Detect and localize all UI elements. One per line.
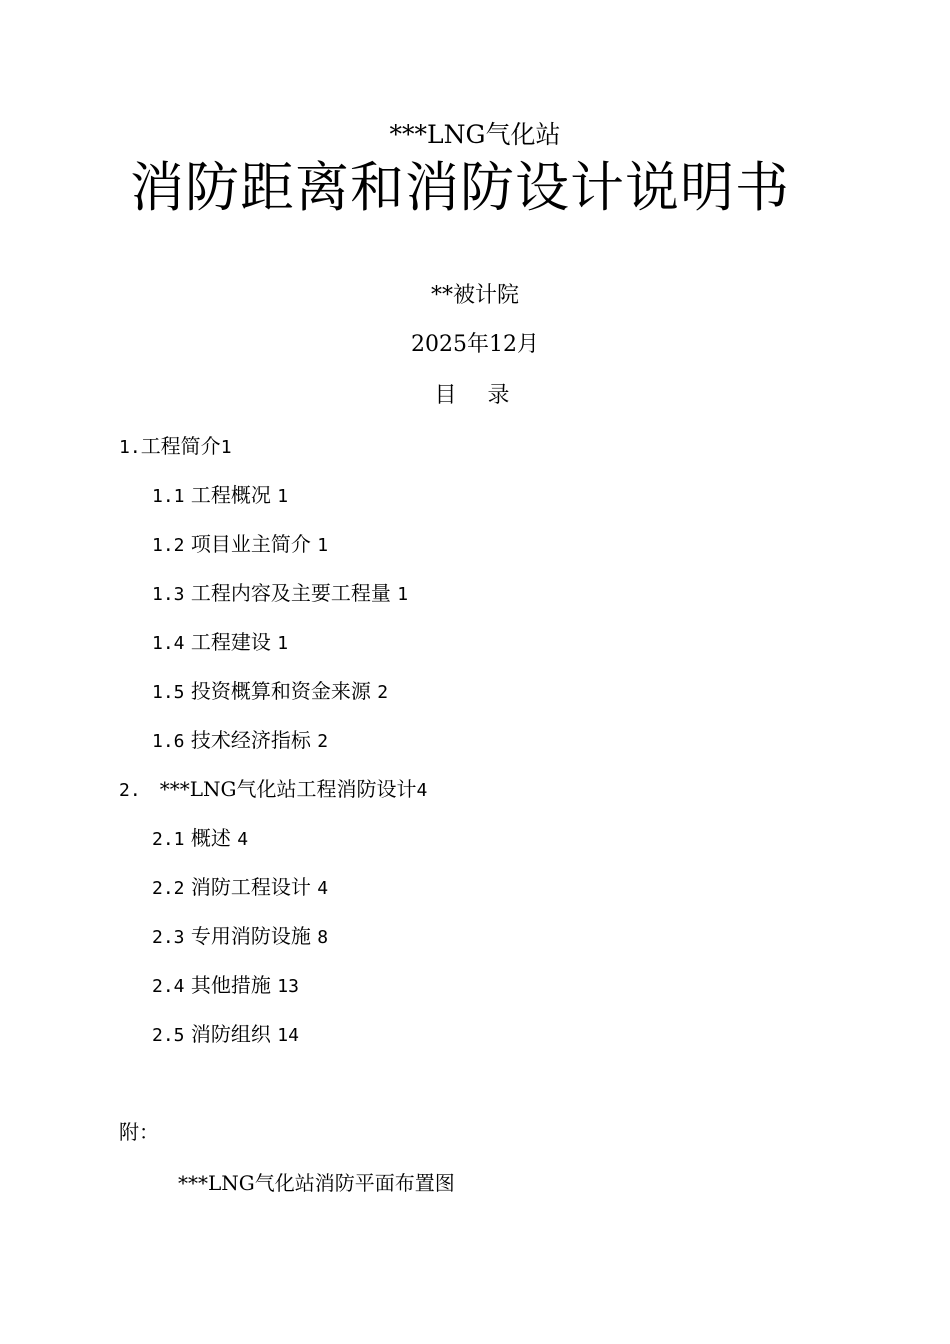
toc-entry-text: 技术经济指标	[190, 728, 311, 752]
toc-entry	[152, 628, 288, 658]
toc-entry-page: 2	[377, 682, 389, 703]
toc-entry-page: 4	[237, 829, 249, 850]
toc-entry	[152, 530, 328, 560]
toc-entry-text: 专用消防设施	[190, 924, 311, 948]
toc-entry-page: 1	[277, 633, 289, 654]
toc-entry-text: 其他措施	[190, 973, 271, 997]
toc-entry	[152, 481, 288, 511]
toc-entry-text: 概述	[190, 826, 231, 850]
toc-entry-page: 1	[220, 437, 232, 458]
toc-entry	[152, 873, 328, 903]
toc-heading: 目 录	[434, 383, 522, 408]
document-subtitle: ***LNG气化站	[389, 120, 561, 149]
toc-entry-number: 2.2	[152, 878, 185, 899]
toc-entry-page: 8	[317, 927, 329, 948]
toc-entry-text: 投资概算和资金来源	[190, 679, 371, 703]
toc-entry-text: 项目业主简介	[190, 532, 311, 556]
toc-entry-number: 1.2	[152, 535, 185, 556]
toc-entry-number: 1.6	[152, 731, 185, 752]
attachment-item: ***LNG气化站消防平面布置图	[178, 1171, 455, 1195]
toc-entry	[152, 579, 408, 609]
toc-entry-page: 2	[317, 731, 329, 752]
document-title: 消防距离和消防设计说明书	[130, 156, 790, 219]
document-date: 2025年12月	[411, 332, 539, 357]
toc-entry-page: 14	[277, 1025, 299, 1046]
toc-entry-number: 2.1	[152, 829, 185, 850]
toc-entry-number: 2.3	[152, 927, 185, 948]
toc-entry	[152, 922, 328, 952]
toc-entry-page: 4	[317, 878, 329, 899]
toc-entry-page: 1	[317, 535, 329, 556]
attachment-label: 附：	[119, 1120, 159, 1144]
toc-entry-page: 1	[397, 584, 409, 605]
toc-entry	[152, 971, 299, 1001]
toc-entry-text: 工程简介	[140, 434, 221, 458]
toc-entry-text: 消防工程设计	[190, 875, 311, 899]
toc-entry	[119, 775, 427, 805]
toc-entry-number: 2.5	[152, 1025, 185, 1046]
toc-entry-text: ***LNG气化站工程消防设计	[159, 777, 417, 801]
toc-entry-number: 1.1	[152, 486, 185, 507]
toc-entry-page: 4	[416, 780, 428, 801]
toc-entry	[119, 432, 232, 462]
toc-entry-text: 消防组织	[190, 1022, 271, 1046]
toc-entry-text: 工程内容及主要工程量	[190, 581, 391, 605]
toc-entry	[152, 677, 388, 707]
toc-entry	[152, 1020, 299, 1050]
toc-entry	[152, 824, 248, 854]
toc-entry-page: 1	[277, 486, 289, 507]
toc-entry-number: 1.4	[152, 633, 185, 654]
toc-entry-page: 13	[277, 976, 299, 997]
organization-name: **被计院	[430, 283, 519, 308]
toc-entry-text: 工程概况	[190, 483, 271, 507]
toc-entry-number: 1.5	[152, 682, 185, 703]
toc-entry-text: 工程建设	[190, 630, 271, 654]
toc-entry	[152, 726, 328, 756]
toc-entry-number: 2.4	[152, 976, 185, 997]
toc-entry-number: 1.	[119, 437, 141, 458]
toc-entry-number: 1.3	[152, 584, 185, 605]
toc-entry-number: 2.	[119, 780, 141, 801]
